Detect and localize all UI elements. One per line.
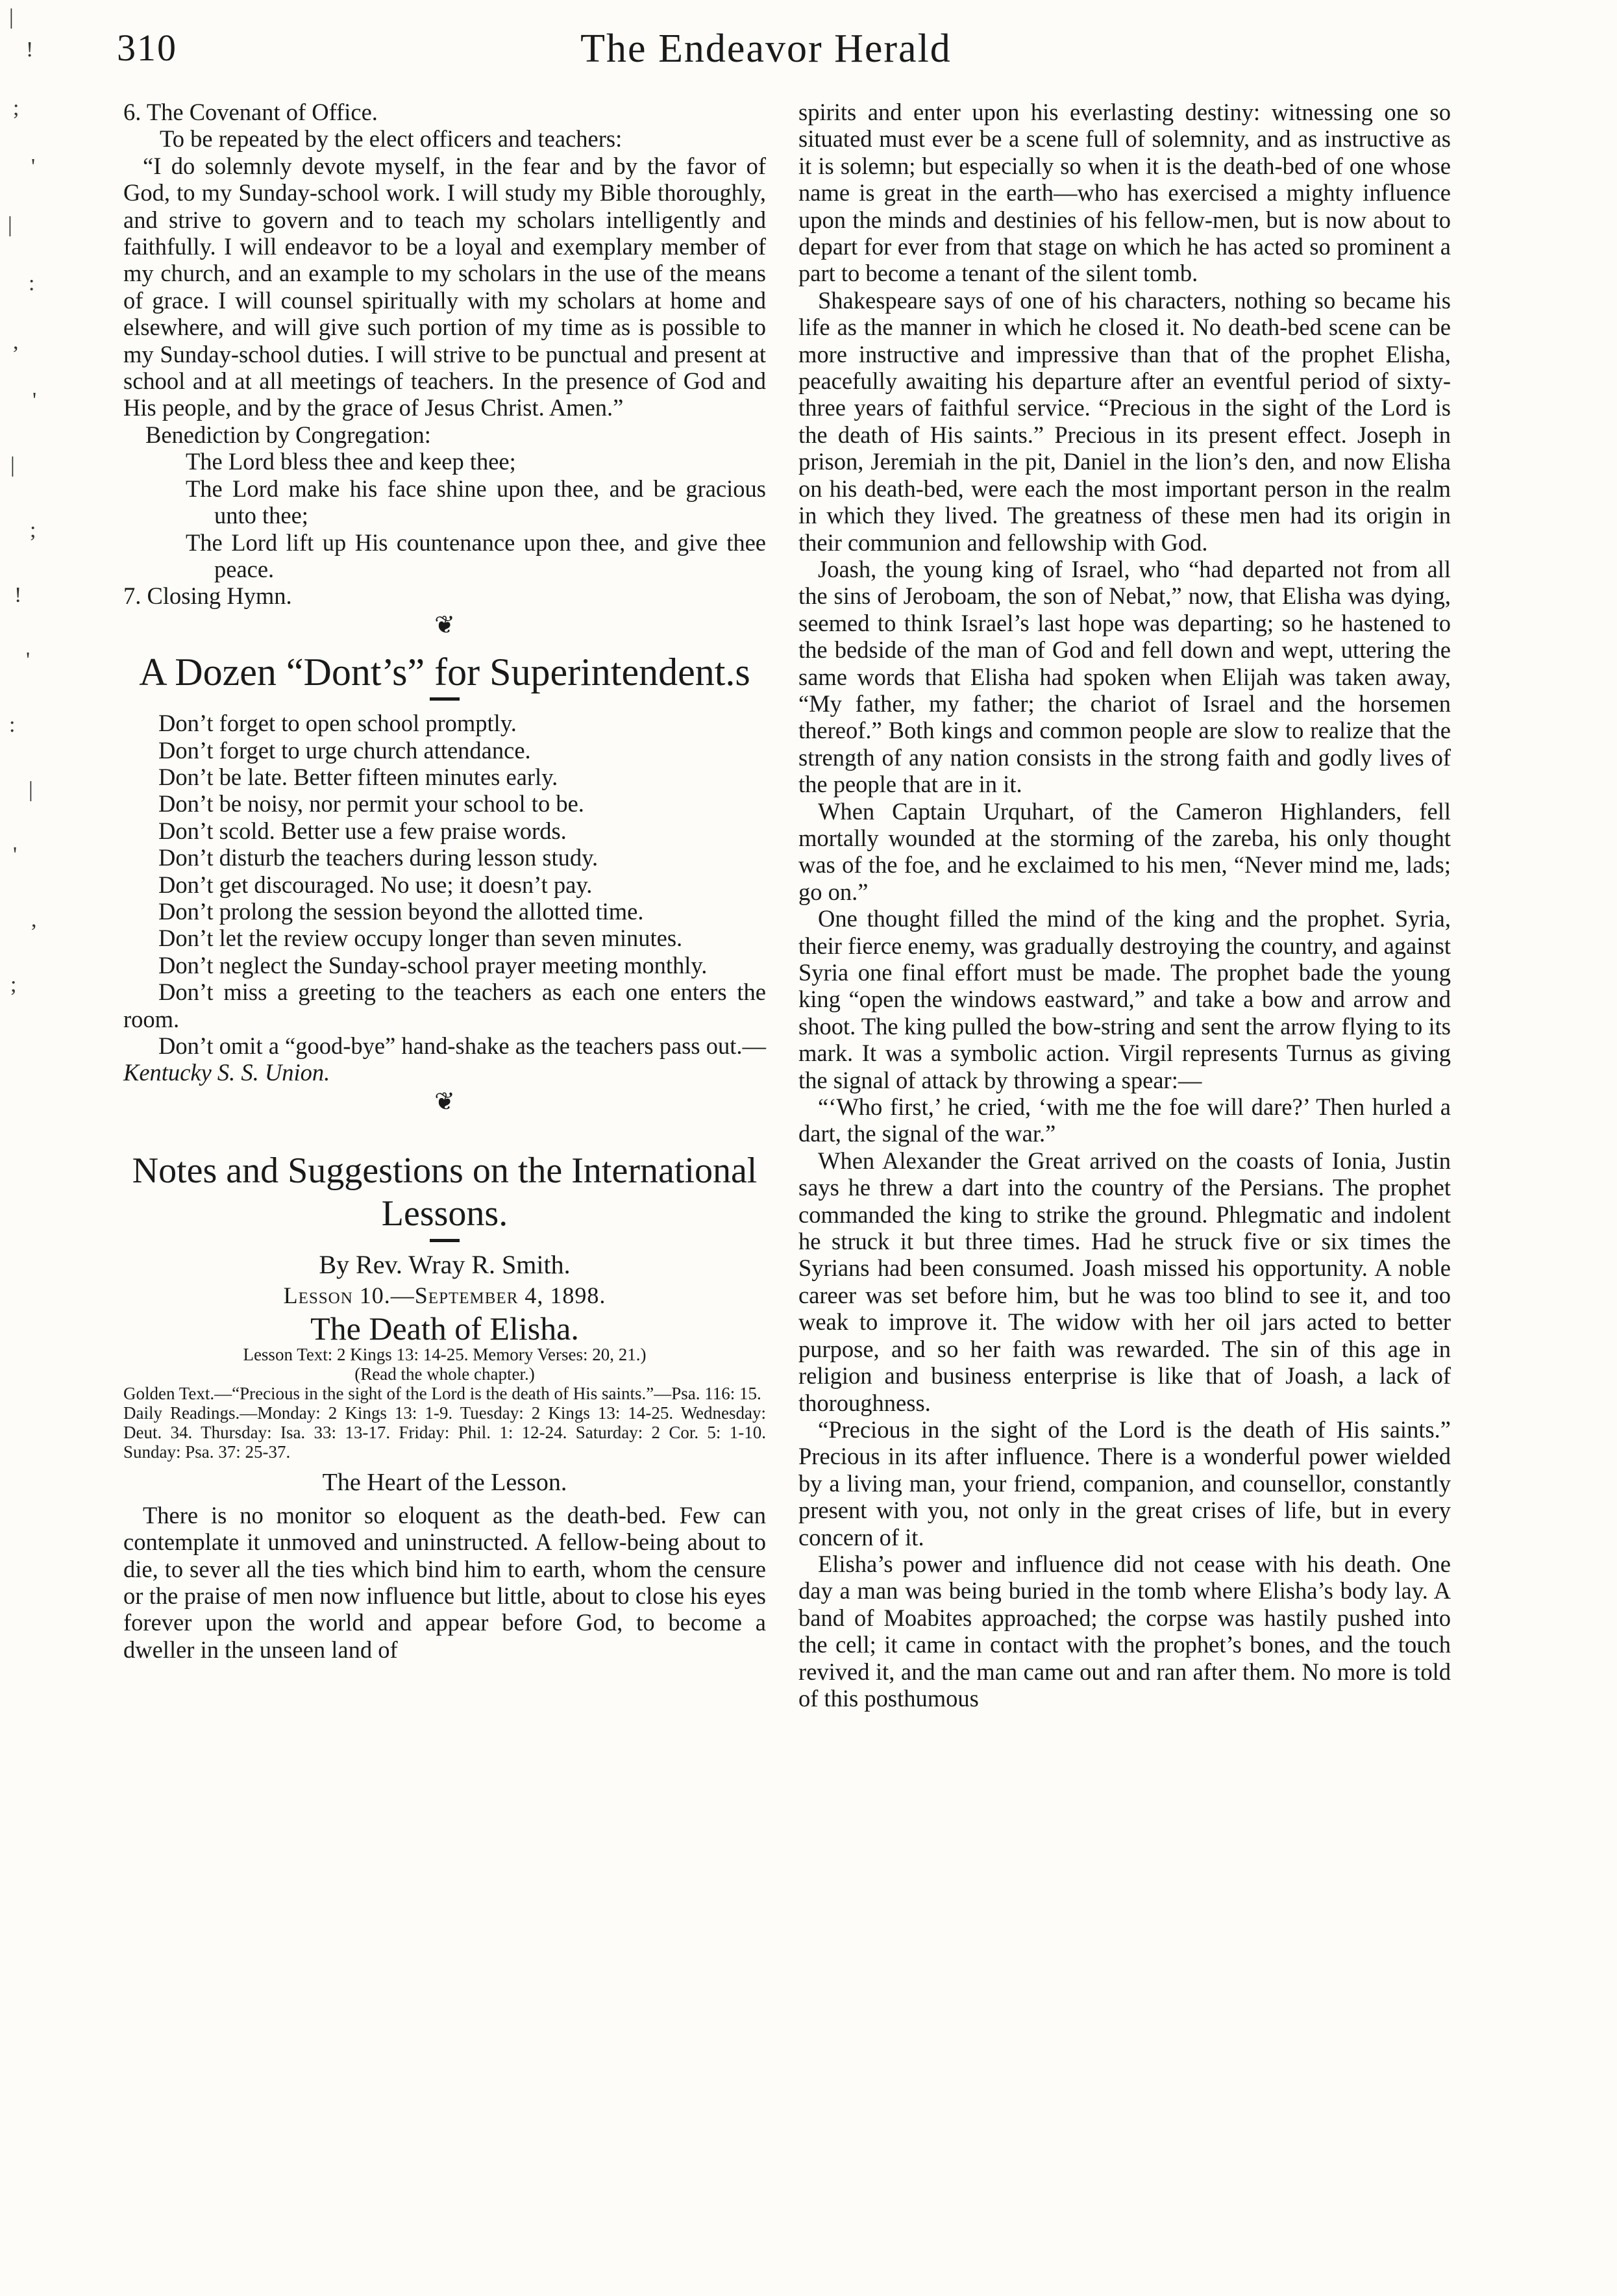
read-chapter-note: (Read the whole chapter.) [354,1364,535,1384]
closing-hymn: 7. Closing Hymn. [123,582,292,610]
title-rule [430,697,460,701]
scan-edge-marks: | ! ; ' | : , ' | ; ! ' : | ' , ; [8,5,37,997]
dont-item: Don’t neglect the Sunday-school prayer meeting monthly. [158,951,708,979]
benediction-line: The Lord lift up His countenance upon thee, and give thee peace. [186,529,766,582]
dont-item: Don’t forget to urge church attendance. [158,736,531,764]
left-column [123,99,766,1663]
dont-item: Don’t scold. Better use a few praise words. [158,817,567,844]
golden-text: Golden Text.—“Precious in the sight of the Lord is the death of His saints.”—Psa. 116: 15. [123,1384,761,1404]
heart-paragraph: There is no monitor so eloquent as the death-bed. Few can contemplate it unmoved and uninstructed. A fellow-being about to die, to sever all the ties which bind him to earth, whom the censure or the praise of men now influence but little, about to close his eyes forever upon the world and appear before God, to become a dweller in the unseen land of [123,1501,766,1663]
lesson-number: Lesson 10.—September 4, 1898. [283,1282,606,1308]
byline: By Rev. Wray R. Smith. [319,1250,571,1280]
right-column [798,99,1451,1712]
benediction-line: The Lord make his face shine upon thee, and be gracious unto thee; [186,475,766,529]
dont-item: Don’t prolong the session beyond the allotted time. [158,897,644,925]
covenant-text: “I do solemnly devote myself, in the fear and by the favor of God, to my Sunday-school work. I will study my Bible thoroughly, and strive to govern and to teach my scholars intelligently and faithfully. I will endeavor to be a loyal and exemplary member of my church, and an example to my scholars in the use of the means of grace. I will counsel spiritually with my scholars at home and elsewhere, and will give such portion of my time as is possible to my Sunday-school duties. I will strive to be punctual and present at school and at all meetings of teachers. In the presence of God and His people, and by the grace of Jesus Christ. Amen.” [123,152,766,421]
donts-title: A Dozen “Dont’s” for Superintendent.s [139,651,750,694]
dont-item: Don’t let the review occupy longer than seven minutes. [158,925,683,952]
body-paragraph: Joash, the young king of Israel, who “had departed not from all the sins of Jeroboam, the son of Nebat,” now, that Elisha was dying, seemed to think Israel’s last hope was departing; so he hastened to the bedside of the man of God and fell down and wept, uttering the same words that Elisha had spoken when Elijah was taken away, “My father, my father; the chariot of Israel and the horsemen thereof.” Both kings and common people are slow to realize that the strength of any nation consists in the strong faith and godly lives of the people that are in it. [798,555,1451,798]
daily-readings: Daily Readings.—Monday: 2 Kings 13: 1-9. Tuesday: 2 Kings 13: 14-25. Wednesday: Deut. 34. Thursday: Isa. 33: 13-17. Friday: Phil. 1: 12-24. Saturday: 2 Cor. 5: 1-10. Sunday: Psa. 37: 25-37. [123,1403,766,1462]
dont-item: Don’t forget to open school promptly. [158,710,517,737]
body-paragraph: When Captain Urquhart, of the Cameron Highlanders, fell mortally wounded at the storming of the zareba, his only thought was of the foe, and he exclaimed to his men, “Never mind me, lads; go on.” [798,797,1451,905]
page-number: 310 [117,27,177,69]
body-paragraph: One thought filled the mind of the king and the prophet. Syria, their fierce enemy, was gradually destroying the country, and against Syria one final effort must be made. The prophet bade the young king “open the windows eastward,” and take a bow and arrow and shoot. The king pulled the bow-string and sent the arrow flying to its mark. It was a symbolic action. Virgil represents Turnus as giving the signal of attack by throwing a spear:— [798,905,1451,1093]
ornament-divider: ❦ [434,611,455,639]
dont-item: Don’t get discouraged. No use; it doesn’t pay. [158,871,593,898]
covenant-heading: 6. The Covenant of Office. [123,99,378,125]
ornament-divider: ❦ [434,1088,455,1116]
quoted-verse: “‘Who first,’ he cried, ‘with me the foe will dare?’ Then hurled a dart, the signal of the war.” [798,1093,1451,1147]
body-paragraph: spirits and enter upon his everlasting destiny: witnessing one so situated must ever be a scene full of solemnity, and as instructive as it is solemn; but especially so when it is the death-bed of one whose name is great in the earth—who has exercised a mighty influence upon the minds and destinies of his fellow-men, but is now about to depart for ever from that stage on which he has acted so prominent a part to become a tenant of the silent tomb. [798,99,1451,287]
dont-item: Don’t be late. Better fifteen minutes early. [158,763,558,790]
title-rule [430,1239,460,1242]
dont-item: Don’t disturb the teachers during lesson study. [158,844,599,871]
source-credit: Kentucky S. S. Union. [123,1059,330,1086]
notes-title: Notes and Suggestions on the International Lessons. [132,1151,758,1234]
last-dont-text: Don’t omit a “good-bye” hand-shake as the teachers pass out.— [158,1032,766,1059]
dont-item: Don’t be noisy, nor permit your school to be. [158,790,584,817]
lesson-text-line: Lesson Text: 2 Kings 13: 14-25. Memory Verses: 20, 21.) [243,1345,647,1365]
body-paragraph: When Alexander the Great arrived on the coasts of Ionia, Justin says he threw a dart into the country of the Persians. The prophet commanded the king to strike the ground. Phlegmatic and indolent he struck it but three times. Had he struck five or six times the Syrians had been consumed. Joash missed his opportunity. A noble career was set before him, but he was too blind to see it, and too weak to improve it. The widow with her oil jars acted to better purpose, and so her faith was rewarded. The sin of this age in religion and business enterprise is like that of Joash, a lack of thoroughness. [798,1147,1451,1416]
benediction-heading: Benediction by Congregation: [145,421,431,448]
body-paragraph: Elisha’s power and influence did not cease with his death. One day a man was being buried in the tomb where Elisha’s body lay. A band of Moabites approached; the corpse was hastily pushed into the cell; it came in contact with the prophet’s bones, and the touch revived it, and the man came out and ran after them. No more is told of this posthumous [798,1550,1451,1712]
body-paragraph: “Precious in the sight of the Lord is the death of His saints.” Precious in its after influence. There is a wonderful power wielded by a living man, your friend, companion, and counsellor, constantly present with you, not only in the great crises of life, but in every concern of it. [798,1416,1451,1551]
lesson-title: The Death of Elisha. [310,1310,579,1347]
page-header [117,26,1415,78]
dont-item: Don’t miss a greeting to the teachers as each one enters the room. [123,979,766,1032]
covenant-instruction: To be repeated by the elect officers and teachers: [160,125,623,153]
benediction-line: The Lord bless thee and keep thee; [186,448,516,475]
journal-title: The Endeavor Herald [580,27,952,71]
dont-item-last [123,1032,766,1086]
body-paragraph: Shakespeare says of one of his characters, nothing so became his life as the manner in which he closed it. No death-bed scene can be more instructive and impressive than that of the prophet Elisha, peacefully awaiting his departure after an eventful period of sixty-three years of faithful service. “Precious in the sight of the Lord is the death of His saints.” Precious in its present effect. Joseph in prison, Jeremiah in the pit, Daniel in the lion’s den, and now Elisha on his death-bed, were each the most important person in the realm in which they lived. The greatness of these men had its origin in their communion and fellowship with God. [798,286,1451,556]
heart-heading: The Heart of the Lesson. [322,1469,567,1497]
